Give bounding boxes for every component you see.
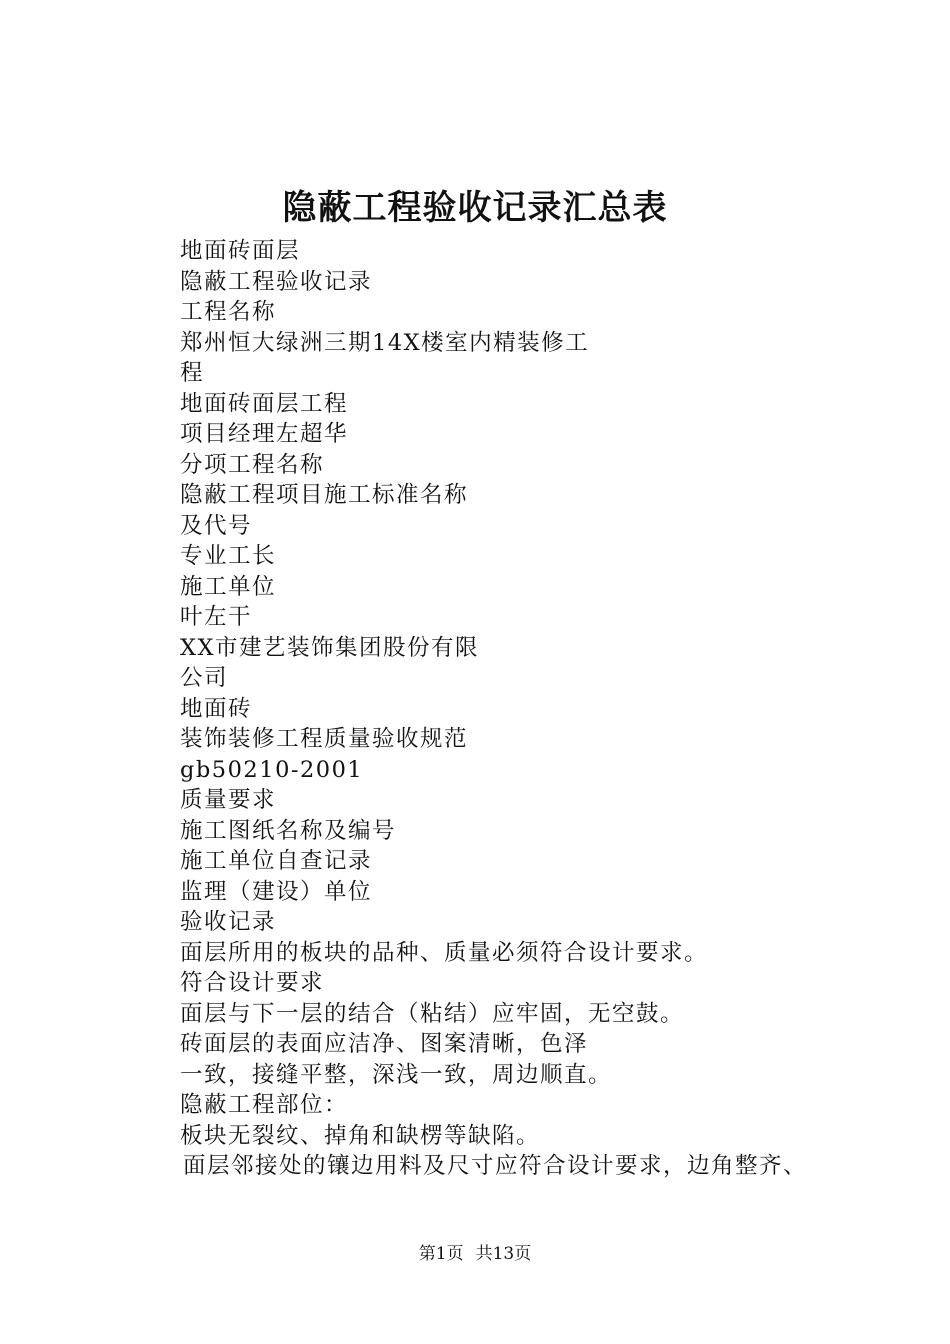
text-line: 公司 (180, 665, 229, 691)
text-line: 地面砖面层工程 (180, 390, 349, 417)
document-body (180, 236, 880, 1182)
text-line: 施工单位自查记录 (180, 848, 373, 874)
text-line: 叶左干 (180, 604, 253, 630)
text-line: 程 (180, 360, 205, 386)
page-number: 第1页 (418, 1244, 464, 1264)
text-line: 施工图纸名称及编号 (180, 817, 397, 844)
text-line: XX市建艺装饰集团股份有限 (180, 634, 480, 661)
text-line: 面层与下一层的结合（粘结）应牢固，无空鼓。 (180, 1000, 685, 1027)
text-line: 监理（建设）单位 (180, 878, 373, 905)
page-count: 共13页 (475, 1244, 532, 1264)
text-line: 工程名称 (180, 299, 277, 325)
text-line: 隐蔽工程项目施工标准名称 (180, 482, 469, 508)
text-line: 一致，接缝平整，深浅一致，周边顺直。 (180, 1061, 613, 1088)
text-line: 地面砖 (180, 695, 253, 722)
text-line: 施工单位 (180, 573, 277, 600)
text-line: 面层所用的板块的品种、质量必须符合设计要求。 (180, 939, 709, 966)
text-line: 专业工长 (180, 543, 277, 569)
text-line: 板块无裂纹、掉角和缺楞等缺陷。 (180, 1122, 541, 1149)
text-line: 砖面层的表面应洁净、图案清晰，色泽 (180, 1031, 589, 1057)
text-line: 隐蔽工程部位： (180, 1092, 349, 1118)
text-line: 项目经理左超华 (180, 421, 349, 447)
page-title: 隐蔽工程验收记录汇总表 (282, 188, 668, 228)
text-line: 装饰装修工程质量验收规范 (180, 726, 469, 752)
text-line: 隐蔽工程验收记录 (180, 268, 373, 295)
text-line: 郑州恒大绿洲三期14X楼室内精装修工 (180, 329, 590, 356)
text-line: 质量要求 (180, 787, 277, 813)
text-line: 地面砖面层 (180, 238, 301, 264)
text-line: 及代号 (180, 512, 253, 539)
text-line: 验收记录 (180, 909, 277, 935)
text-line: gb50210-2001 (180, 756, 364, 783)
text-line: 面层邻接处的镶边用料及尺寸应符合设计要求，边角整齐、 (183, 1153, 808, 1179)
page-footer (0, 1242, 950, 1266)
text-line: 符合设计要求 (180, 970, 325, 996)
text-line: 分项工程名称 (180, 451, 325, 478)
